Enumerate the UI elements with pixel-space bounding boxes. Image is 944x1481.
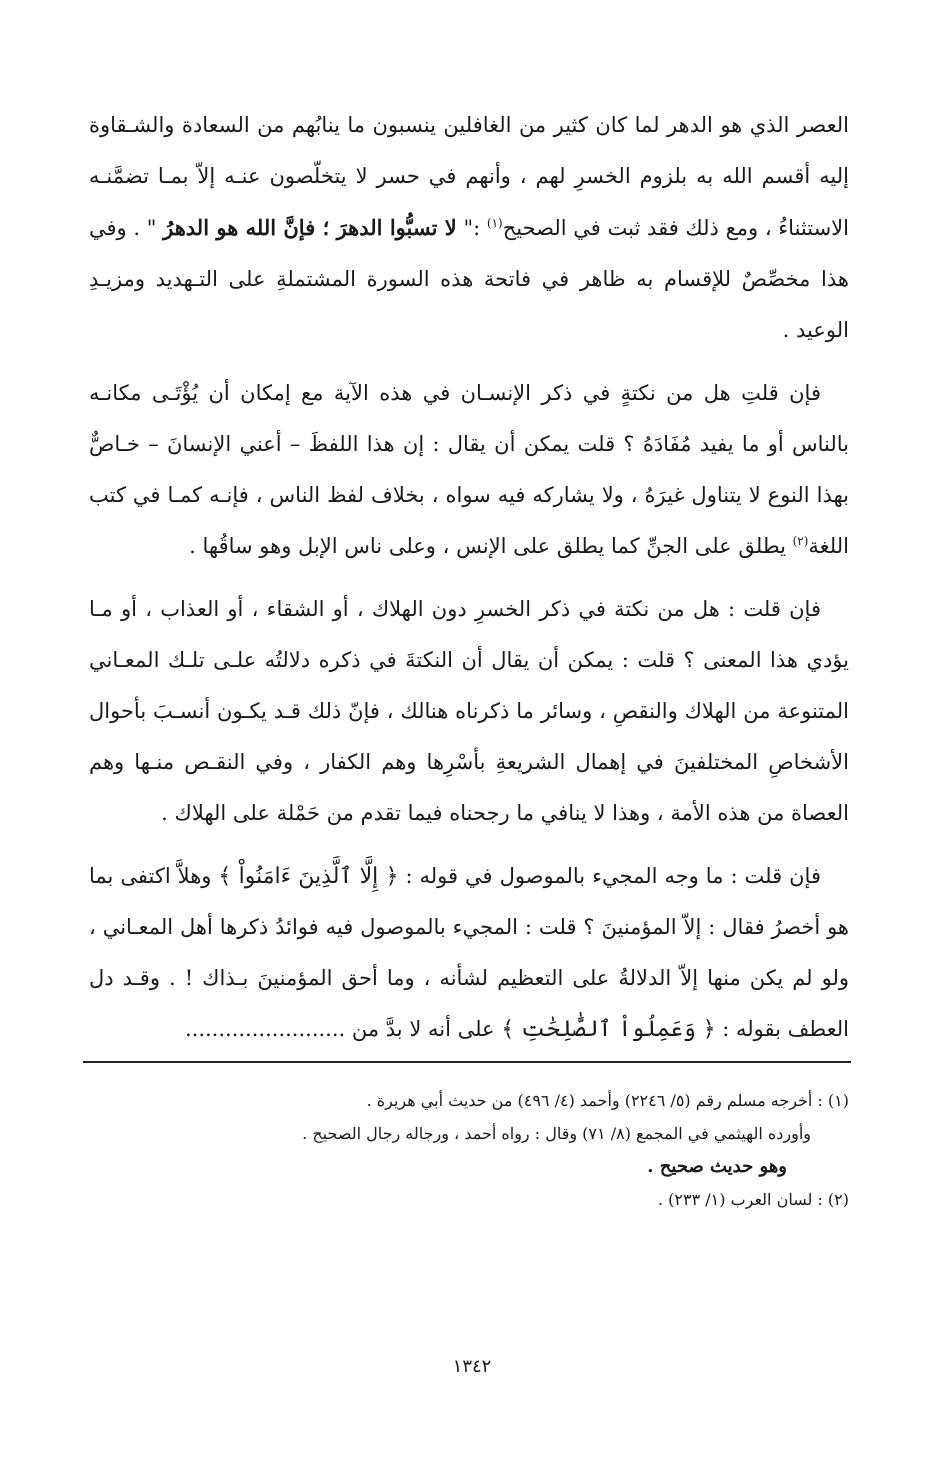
paragraph-4 bbox=[89, 851, 849, 1055]
main-text bbox=[89, 100, 849, 1067]
paragraph-2 bbox=[89, 368, 849, 572]
paragraph-1-text-a: العصر الذي هو الدهر لما كان كثير من الغافلين ينسبون ما ينابُهم من السعادة والشـقاوة إليه أقسم الله به بلزوم الخسرِ لهم ، وأنهم في حسر لا يتخلّصون عنـه إلاّ بمـا تضمَّنـه الاستثناءُ ، ومع ذلك فقد ثبت في الصحيح bbox=[89, 113, 849, 240]
paragraph-2-text-b: يطلق على الجنِّ كما يطلق على الإنس ، وعلى ناس الإبل وهو ساقُها . bbox=[189, 534, 793, 558]
footnote-1-grade: وهو حديث صحيح . bbox=[647, 1156, 787, 1177]
page-number: ١٣٤٢ bbox=[452, 1356, 492, 1377]
paragraph-4-text-a: فإن قلت : ما وجه المجيء بالموصول في قوله : bbox=[398, 864, 821, 888]
footnote-ref-1: (١) bbox=[486, 216, 503, 230]
footnote-1-source: وأورده الهيثمي في المجمع (٨/ ٧١) وقال : رواه أحمد ، ورجاله رجال الصحيح . bbox=[302, 1124, 811, 1143]
paragraph-2-text-a: فإن قلتِ هل من نكتةٍ في ذكر الإنسـان في هذه الآية مع إمكان أن يُؤْتَـى مكانـه بالناس أو ما يفيد مُفَادَهُ ؟ قلت يمكن أن يقال : إن هذا اللفظَ – أعني الإنسانَ – خـاصٌّ بهذا النوع لا يتناول غيرَهُ ، ولا يشاركه فيه سواه ، بخلاف لفظ الناس ، فإنـه كمـا في كتب اللغة bbox=[89, 381, 849, 558]
quran-verse-2: ﴿ وَعَمِلُواْ ٱلصَّٰلِحَٰتِ ﴾ bbox=[501, 1017, 716, 1042]
paragraph-4-text-b: وهلاَّ اكتفى بما هو أخصرُ فقال : إلاّ المؤمنينَ ؟ قلت : المجيء بالموصول فيه فوائدُ ذكرها أهل المعـاني ، ولو لم يكن منها إلاّ الدلالةُ على التعظيم لشأنه ، وما أحق المؤمنينَ بـذاك ! . وقـد دل العطف بقوله : bbox=[89, 864, 849, 1041]
paragraph-1-text-b: :" bbox=[456, 216, 487, 240]
footnote-divider bbox=[83, 1061, 851, 1063]
paragraph-1-text-c: " . وفي هذا مخصِّصٌ للإقسام به ظاهر في فاتحة هذه السورة المشتملةِ على التـهديد ومزيـدِ الوعيد . bbox=[89, 216, 849, 342]
footnote-ref-2: (٢) bbox=[792, 534, 809, 548]
hadith-quote: لا تسبُّوا الدهرَ ؛ فإنَّ الله هو الدهرُ bbox=[163, 215, 457, 240]
paragraph-4-text-c: على أنه لا بدَّ من ........................ bbox=[184, 1017, 502, 1041]
footnote-2: (٢) : لسان العرب (١/ ٢٣٣) . bbox=[657, 1190, 849, 1209]
footnotes bbox=[89, 1084, 849, 1216]
footnote-1: (١) : أخرجه مسلم رقم (٥/ ٢٢٤٦) وأحمد (٤/ ٤٩٦) من حديث أبي هريرة . bbox=[366, 1091, 849, 1110]
paragraph-3: فإن قلت : هل من نكتة في ذكر الخسرِ دون الهلاك ، أو الشقاء ، أو العذاب ، أو مـا يؤدي هذا المعنى ؟ قلت : يمكن أن يقال أن النكتةَ في ذكره دلالتُه علـى تلـك المعـاني المتنوعة من الهلاك والنقصِ ، وسائر ما ذكرناه هنالك ، فإنّ ذلك قـد يكـون أنسـبَ بأحوال الأشخاصِ المختلفينَ في إهمال الشريعةِ بأسْرِها وهم الكفار ، وفي النقـص منـها وهم العصاة من هذه الأمة ، وهذا لا ينافي ما رجحناه فيما تقدم من حَمْلة على الهلاك . bbox=[89, 597, 849, 825]
paragraph-1 bbox=[89, 100, 849, 356]
quran-verse-1: ﴿ إِلَّا ٱلَّذِينَ ءَامَنُواْ ﴾ bbox=[218, 864, 399, 889]
